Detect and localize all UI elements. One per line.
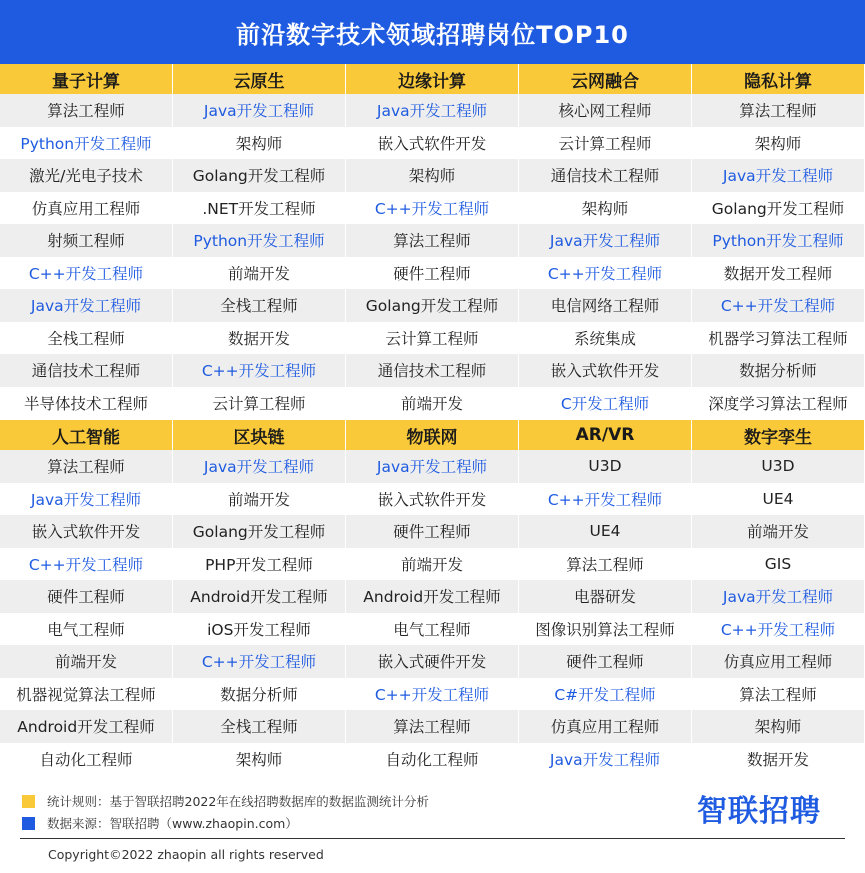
table-cell: Java开发工程师 xyxy=(346,94,519,127)
table-cell: GIS xyxy=(692,548,865,581)
table-cell: C++开发工程师 xyxy=(519,483,692,516)
table-cell: 全栈工程师 xyxy=(173,289,346,322)
table-cell: 嵌入式软件开发 xyxy=(346,483,519,516)
table-cell: 嵌入式硬件开发 xyxy=(346,645,519,678)
table-cell: 架构师 xyxy=(692,127,865,160)
table-cell: Java开发工程师 xyxy=(173,450,346,483)
table-cell: 算法工程师 xyxy=(346,710,519,743)
table-cell: 电气工程师 xyxy=(0,613,173,646)
table-cell: .NET开发工程师 xyxy=(173,192,346,225)
table-cell: 仿真应用工程师 xyxy=(519,710,692,743)
table-cell: C++开发工程师 xyxy=(173,645,346,678)
table-cell: 核心网工程师 xyxy=(519,94,692,127)
table-cell: 深度学习算法工程师 xyxy=(692,387,865,420)
table-cell: Golang开发工程师 xyxy=(173,515,346,548)
table-cell: 前端开发 xyxy=(692,515,865,548)
table-cell: 自动化工程师 xyxy=(0,743,173,776)
table-cell: 射频工程师 xyxy=(0,224,173,257)
table-cell: 算法工程师 xyxy=(346,224,519,257)
table-cell: 电气工程师 xyxy=(346,613,519,646)
table-cell: 前端开发 xyxy=(0,645,173,678)
table-cell: 架构师 xyxy=(173,743,346,776)
table-cell: 全栈工程师 xyxy=(173,710,346,743)
column-header: 数字孪生 xyxy=(692,420,865,450)
table-cell: iOS开发工程师 xyxy=(173,613,346,646)
table-cell: 嵌入式软件开发 xyxy=(346,127,519,160)
table-cell: 数据分析师 xyxy=(173,678,346,711)
table-cell: 算法工程师 xyxy=(692,678,865,711)
table-cell: Python开发工程师 xyxy=(0,127,173,160)
column-header: 边缘计算 xyxy=(346,64,519,94)
legend-source xyxy=(22,814,298,832)
column-header: 量子计算 xyxy=(0,64,173,94)
table-cell: 架构师 xyxy=(519,192,692,225)
table-cell: C#开发工程师 xyxy=(519,678,692,711)
column-header: 物联网 xyxy=(346,420,519,450)
table-cell: C++开发工程师 xyxy=(346,678,519,711)
table-cell: Java开发工程师 xyxy=(0,483,173,516)
table-cell: Java开发工程师 xyxy=(692,159,865,192)
table-cell: 自动化工程师 xyxy=(346,743,519,776)
column-header: 隐私计算 xyxy=(692,64,865,94)
column-header: 云原生 xyxy=(173,64,346,94)
table-cell: Java开发工程师 xyxy=(519,743,692,776)
table-cell: 云计算工程师 xyxy=(519,127,692,160)
table-cell: 通信技术工程师 xyxy=(0,354,173,387)
table-cell: 电器研发 xyxy=(519,580,692,613)
yellow-square-icon xyxy=(22,795,35,808)
table-cell: C++开发工程师 xyxy=(346,192,519,225)
table-cell: C++开发工程师 xyxy=(0,548,173,581)
legend-rule xyxy=(22,792,429,810)
table-cell: 云计算工程师 xyxy=(346,322,519,355)
table-cell: Android开发工程师 xyxy=(346,580,519,613)
table-cell: 前端开发 xyxy=(346,548,519,581)
table-cell: 系统集成 xyxy=(519,322,692,355)
table-cell: 算法工程师 xyxy=(0,450,173,483)
table-cell: 嵌入式软件开发 xyxy=(519,354,692,387)
table-cell: 激光/光电子技术 xyxy=(0,159,173,192)
table-cell: 数据开发工程师 xyxy=(692,257,865,290)
table-cell: Java开发工程师 xyxy=(346,450,519,483)
table-cell: 数据分析师 xyxy=(692,354,865,387)
table-cell: C++开发工程师 xyxy=(692,289,865,322)
table-cell: 前端开发 xyxy=(173,483,346,516)
table-cell: 机器视觉算法工程师 xyxy=(0,678,173,711)
table-section-2 xyxy=(0,420,865,775)
table-cell: Java开发工程师 xyxy=(173,94,346,127)
table-cell: 电信网络工程师 xyxy=(519,289,692,322)
table-cell: 半导体技术工程师 xyxy=(0,387,173,420)
table-cell: 嵌入式软件开发 xyxy=(0,515,173,548)
table-cell: C++开发工程师 xyxy=(519,257,692,290)
table-cell: 架构师 xyxy=(173,127,346,160)
table-cell: Golang开发工程师 xyxy=(173,159,346,192)
copyright: Copyright©2022 zhaopin all rights reserved xyxy=(48,847,324,862)
table-cell: Android开发工程师 xyxy=(0,710,173,743)
page-title: 前沿数字技术领域招聘岗位TOP10 xyxy=(0,0,865,64)
table-cell: 硬件工程师 xyxy=(0,580,173,613)
table-cell: C++开发工程师 xyxy=(0,257,173,290)
table-cell: 全栈工程师 xyxy=(0,322,173,355)
table-cell: PHP开发工程师 xyxy=(173,548,346,581)
table-cell: 硬件工程师 xyxy=(519,645,692,678)
table-cell: 通信技术工程师 xyxy=(346,354,519,387)
legend-rule-text: 统计规则：基于智联招聘2022年在线招聘数据库的数据监测统计分析 xyxy=(47,794,429,809)
column-header: AR/VR xyxy=(519,420,692,450)
table-cell: 数据开发 xyxy=(173,322,346,355)
table-cell: 算法工程师 xyxy=(692,94,865,127)
table-cell: C++开发工程师 xyxy=(692,613,865,646)
table-cell: Golang开发工程师 xyxy=(692,192,865,225)
column-header: 区块链 xyxy=(173,420,346,450)
table-cell: 云计算工程师 xyxy=(173,387,346,420)
table-cell: Java开发工程师 xyxy=(0,289,173,322)
table-cell: 机器学习算法工程师 xyxy=(692,322,865,355)
table-cell: 架构师 xyxy=(346,159,519,192)
table-cell: 前端开发 xyxy=(346,387,519,420)
table-cell: 硬件工程师 xyxy=(346,257,519,290)
table-cell: Python开发工程师 xyxy=(692,224,865,257)
table-cell: Golang开发工程师 xyxy=(346,289,519,322)
table-cell: C开发工程师 xyxy=(519,387,692,420)
table-cell: 算法工程师 xyxy=(519,548,692,581)
table-cell: C++开发工程师 xyxy=(173,354,346,387)
table-cell: 硬件工程师 xyxy=(346,515,519,548)
table-cell: 通信技术工程师 xyxy=(519,159,692,192)
table-section-1 xyxy=(0,64,865,419)
table-cell: 数据开发 xyxy=(692,743,865,776)
table-cell: Android开发工程师 xyxy=(173,580,346,613)
table-cell: Java开发工程师 xyxy=(519,224,692,257)
zhaopin-logo: 智联招聘 xyxy=(697,794,821,829)
table-cell: 仿真应用工程师 xyxy=(0,192,173,225)
column-header: 人工智能 xyxy=(0,420,173,450)
table-cell: U3D xyxy=(519,450,692,483)
table-cell: Java开发工程师 xyxy=(692,580,865,613)
table-cell: Python开发工程师 xyxy=(173,224,346,257)
table-cell: UE4 xyxy=(519,515,692,548)
table-cell: 算法工程师 xyxy=(0,94,173,127)
table-cell: 前端开发 xyxy=(173,257,346,290)
blue-square-icon xyxy=(22,817,35,830)
divider xyxy=(20,838,845,839)
table-cell: UE4 xyxy=(692,483,865,516)
table-cell: 架构师 xyxy=(692,710,865,743)
table-cell: 仿真应用工程师 xyxy=(692,645,865,678)
legend-source-text: 数据来源：智联招聘（www.zhaopin.com） xyxy=(47,816,298,831)
column-header: 云网融合 xyxy=(519,64,692,94)
table-cell: U3D xyxy=(692,450,865,483)
table-cell: 图像识别算法工程师 xyxy=(519,613,692,646)
